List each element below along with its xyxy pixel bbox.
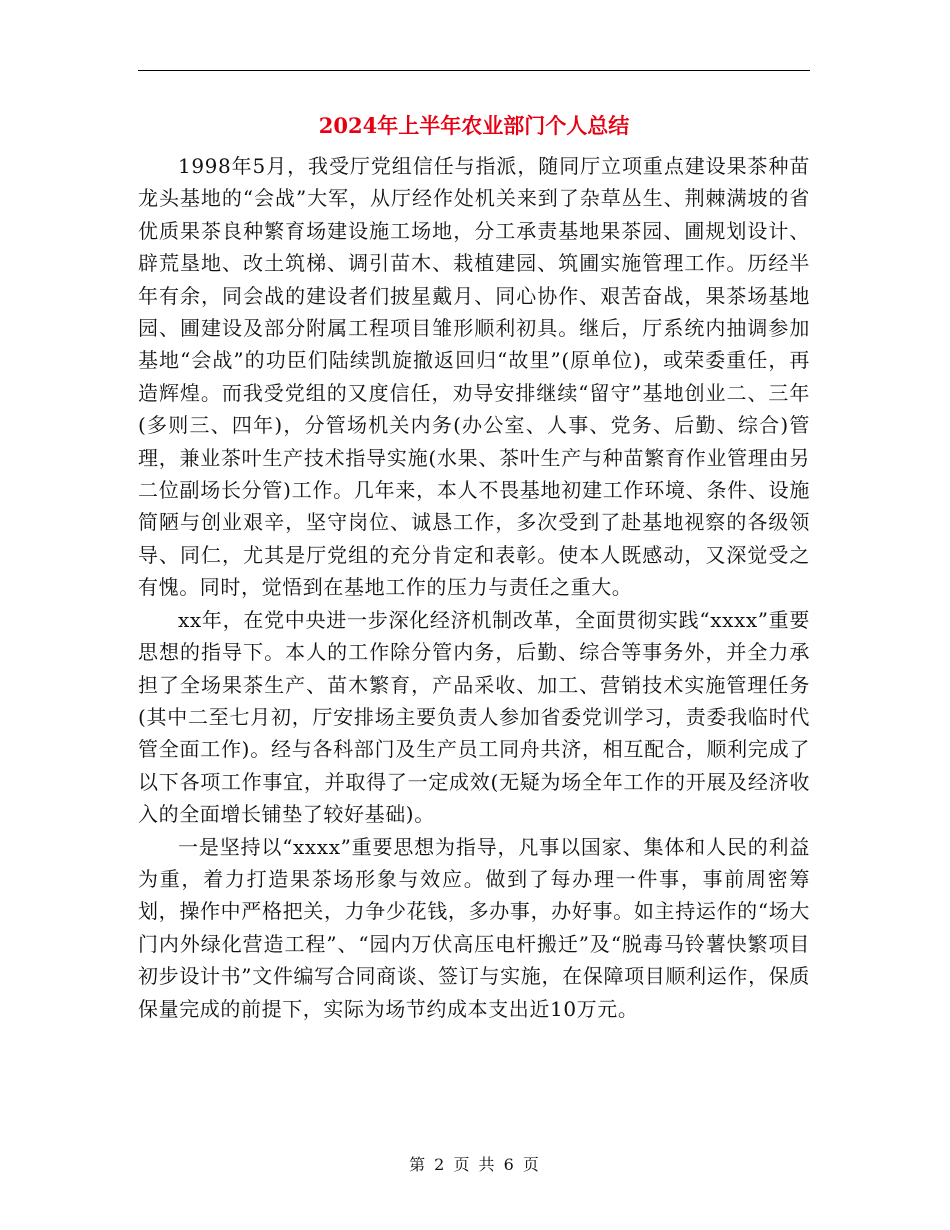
document-title: 2024年上半年农业部门个人总结 [318,113,630,138]
header-rule [138,70,810,71]
body-paragraph-1: 1998年5月，我受厅党组信任与指派，随同厅立项重点建设果茶种苗龙头基地的“会战”大军，从厅经作处机关来到了杂草丛生、荆棘满坡的省优质果茶良种繁育场建设施工场地，分工承责基地果茶园、圃规划设计、辟荒垦地、改土筑梯、调引苗木、栽植建园、筑圃实施管理工作。历经半年有余，同会战的建设者们披星戴月、同心协作、艰苦奋战，果茶场基地园、圃建设及部分附属工程项目雏形顺利初具。继后，厅系统内抽调参加基地“会战”的功臣们陆续凯旋撤返回归“故里”(原单位)，或荣委重任，再造辉煌。而我受党组的又度信任，劝导安排继续“留守”基地创业二、三年(多则三、四年)，分管场机关内务(办公室、人事、党务、后勤、综合)管理，兼业茶叶生产技术指导实施(水果、茶叶生产与种苗繁育作业管理由另二位副场长分管)工作。几年来，本人不畏基地初建工作环境、条件、设施简陋与创业艰辛，坚守岗位、诚恳工作，多次受到了赴基地视察的各级领导、同仁，尤其是厅党组的充分肯定和表彰。使本人既感动，又深觉受之有愧。同时，觉悟到在基地工作的压力与责任之重大。 [138,154,810,600]
body-paragraph-3: 一是坚持以“xxxx”重要思想为指导，凡事以国家、集体和人民的利益为重，着力打造果茶场形象与效应。做到了每办理一件事，事前周密筹划，操作中严格把关，力争少花钱，多办事，办好事。如主持运作的“场大门内外绿化营造工程”、“园内万伏高压电杆搬迁”及“脱毒马铃薯快繁项目初步设计书”文件编写合同商谈、签订与实施，在保障项目顺利运作，保质保量完成的前提下，实际为场节约成本支出近10万元。 [138,834,810,1021]
body-paragraph-2: xx年，在党中央进一步深化经济机制改革，全面贯彻实践“xxxx”重要思想的指导下。本人的工作除分管内务，后勤、综合等事务外，并全力承担了全场果茶生产、苗木繁育，产品采收、加工、营销技术实施管理任务(其中二至七月初，厅安排场主要负责人参加省委党训学习，责委我临时代管全面工作)。经与各科部门及生产员工同舟共济，相互配合，顺利完成了以下各项工作事宜，并取得了一定成效(无疑为场全年工作的开展及经济收入的全面增长铺垫了较好基础)。 [138,607,810,827]
page-number-footer: 第 2 页 共 6 页 [409,1155,541,1174]
document-body [138,150,810,1025]
